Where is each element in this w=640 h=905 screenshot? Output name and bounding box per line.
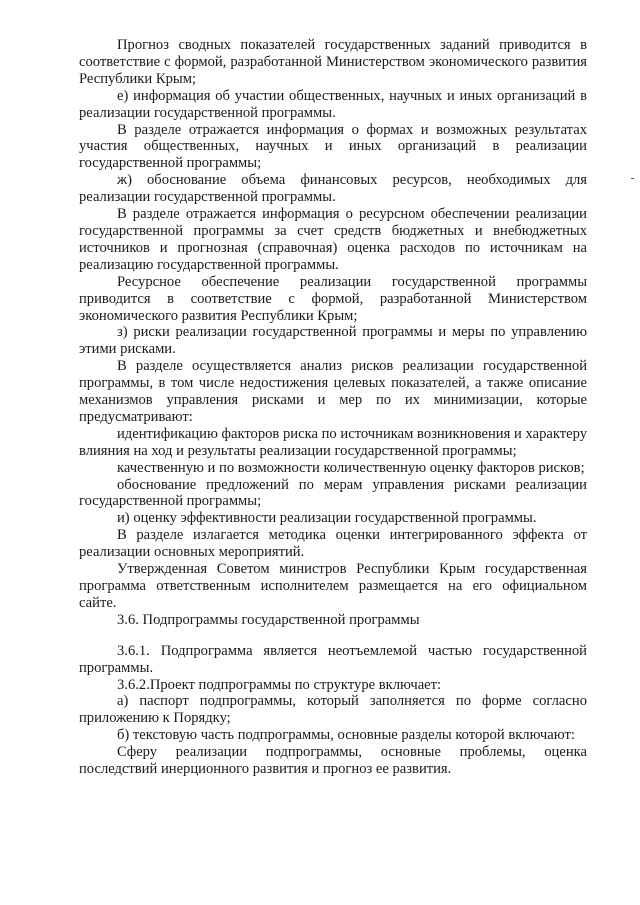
paragraph-item-b: б) текстовую часть подпрограммы, основные разделы которой включают: <box>117 727 575 744</box>
paragraph-evaluation-method: В разделе излагается методика оценки интегрированного эффекта от реализации основных мероприятий. <box>79 527 587 561</box>
section-heading: 3.6. Подпрограммы государственной программы <box>117 611 420 628</box>
paragraph-resource-info: В разделе отражается информация о ресурсном обеспечении реализации государственной программы за счет средств бюджетных и внебюджетных источников и прогнозная (справочная) оценка расходов по источникам на реализацию государственной программы. <box>79 206 587 273</box>
paragraph-3-6-1: 3.6.1. Подпрограмма является неотъемлемой частью государственной программы. <box>79 642 587 676</box>
paragraph-3-6-2: 3.6.2.Проект подпрограммы по структуре включает: <box>117 676 442 693</box>
paragraph-item-i: и) оценку эффективности реализации государственной программы. <box>117 510 537 527</box>
paragraph-forecast-indicators: Прогноз сводных показателей государственных заданий приводится в соответствие с формой, разработанной Министерством экономического развития Республики Крым; <box>79 37 587 87</box>
paragraph-item-zh: ж) обоснование объема финансовых ресурсов, необходимых для реализации государственной программы. <box>79 172 587 206</box>
paragraph-risk-assessment: качественную и по возможности количественную оценку факторов рисков; <box>117 459 585 476</box>
paragraph-item-z: з) риски реализации государственной программы и меры по управлению этими рисками. <box>79 324 587 358</box>
paragraph-risk-measures: обоснование предложений по мерам управления рисками реализации государственной программы; <box>79 476 587 510</box>
paragraph-participation-info: В разделе отражается информация о формах и возможных результатах участия общественных, научных и иных организаций в реализации государственной программы; <box>79 121 587 172</box>
paragraph-risk-identification: идентификацию факторов риска по источникам возникновения и характеру влияния на ход и результаты реализации государственной программы; <box>79 425 587 459</box>
scan-mark <box>631 178 634 179</box>
document-body <box>79 37 587 778</box>
paragraph-risk-analysis: В разделе осуществляется анализ рисков реализации государственной программы, в том числе недостижения целевых показателей, а также описание механизмов управления рисками и мер по их минимизации, которые предусматривают: <box>79 358 587 425</box>
paragraph-item-e: е) информация об участии общественных, научных и иных организаций в реализации государственной программы. <box>79 87 587 121</box>
paragraph-publication: Утвержденная Советом министров Республики Крым государственная программа ответственным исполнителем размещается на его официальном сайте. <box>79 561 587 611</box>
paragraph-item-a: а) паспорт подпрограммы, который заполняется по форме согласно приложению к Порядку; <box>79 693 587 727</box>
paragraph-sphere: Сферу реализации подпрограммы, основные проблемы, оценка последствий инерционного развития и прогноз ее развития. <box>79 744 587 778</box>
paragraph-resource-form: Ресурсное обеспечение реализации государственной программы приводится в соответствие с формой, разработанной Министерством экономического развития Республики Крым; <box>79 273 587 324</box>
